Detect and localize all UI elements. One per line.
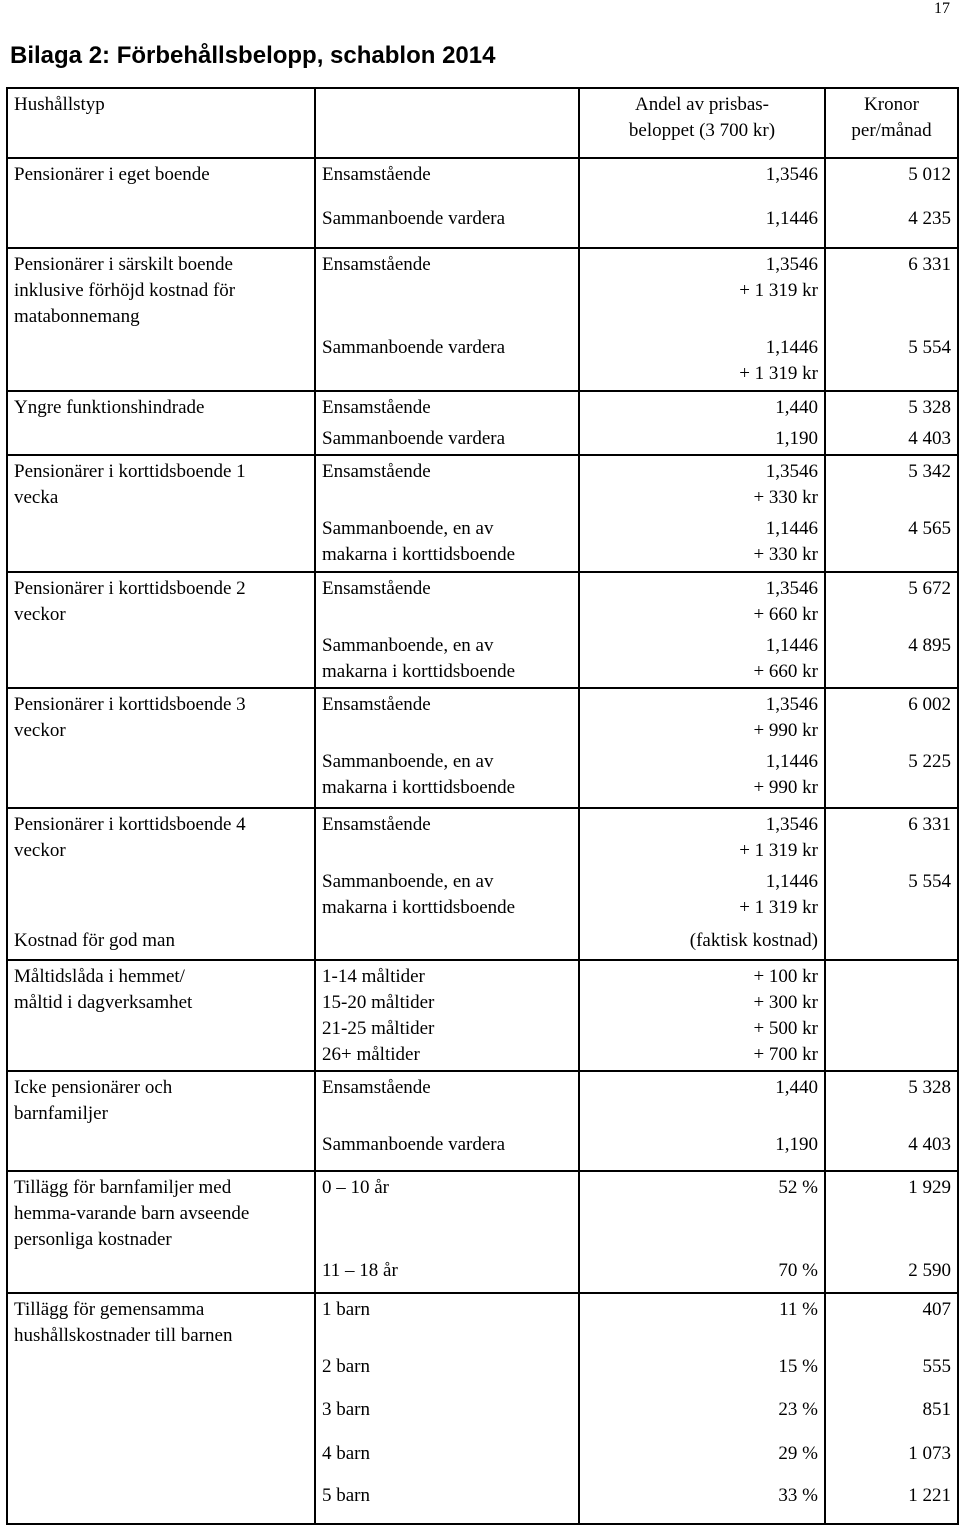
share-cell [579, 1351, 825, 1394]
household-type-cell-line: vecka [14, 487, 59, 508]
household-type-cell-line: måltid i dagverksamhet [14, 992, 193, 1013]
subcategory-cell [315, 248, 579, 332]
subcategory-cell-line: Sammanboende, en av [322, 871, 494, 892]
household-type-cell-line: Icke pensionärer och [14, 1077, 173, 1098]
table-row [7, 960, 958, 1071]
household-type-cell [7, 1394, 315, 1438]
household-type-cell [7, 960, 315, 1071]
subcategory-cell-line: Sammanboende vardera [322, 337, 506, 358]
amount-cell: 4 403 [825, 1129, 958, 1171]
household-type-cell [7, 455, 315, 513]
amount-cell: 5 012 [825, 158, 958, 203]
share-cell [579, 423, 825, 455]
table-row [7, 248, 958, 332]
share-cell-line: 1,3546 [765, 461, 818, 482]
share-cell [579, 203, 825, 248]
share-cell [579, 925, 825, 960]
household-type-cell [7, 513, 315, 572]
subcategory-cell [315, 1394, 579, 1438]
table-row [7, 572, 958, 630]
subcategory-cell-line: Ensamstående [322, 254, 431, 275]
household-type-cell [7, 158, 315, 203]
subcategory-cell-line: Ensamstående [322, 578, 431, 599]
share-cell-line: 52 % [778, 1177, 818, 1198]
household-type-cell-line: inklusive förhöjd kostnad för [14, 280, 236, 301]
amount-cell [825, 960, 958, 1071]
subcategory-cell [315, 1071, 579, 1129]
share-cell-line: 1,1446 [765, 518, 818, 539]
subcategory-cell [315, 688, 579, 746]
household-type-cell [7, 1293, 315, 1351]
subcategory-cell [315, 391, 579, 423]
subcategory-cell [315, 332, 579, 391]
share-cell-line: 1,1446 [765, 751, 818, 772]
table-row [7, 688, 958, 746]
subcategory-cell-line: 15-20 måltider [322, 992, 435, 1013]
table-row [7, 808, 958, 866]
share-cell-line: 1,1446 [765, 871, 818, 892]
share-cell [579, 1129, 825, 1171]
share-cell [579, 1480, 825, 1524]
subcategory-cell [315, 1438, 579, 1480]
share-cell-line: (faktisk kostnad) [689, 930, 818, 951]
household-type-cell [7, 572, 315, 630]
table-row [7, 925, 958, 960]
household-type-cell [7, 630, 315, 688]
table-row [7, 1438, 958, 1480]
share-cell [579, 746, 825, 808]
share-cell-line: 11 % [779, 1299, 818, 1320]
amount-cell: 4 403 [825, 423, 958, 455]
table-row [7, 866, 958, 925]
share-cell-line: 23 % [778, 1399, 818, 1420]
household-type-cell [7, 332, 315, 391]
share-cell [579, 1255, 825, 1293]
subcategory-cell-line: Sammanboende vardera [322, 1134, 506, 1155]
subcategory-cell-line: Ensamstående [322, 814, 431, 835]
table-row [7, 630, 958, 688]
share-cell [579, 866, 825, 925]
household-type-cell-line: Pensionärer i korttidsboende 1 [14, 461, 246, 482]
household-type-cell-line: hushållskostnader till barnen [14, 1325, 233, 1346]
share-cell-line: + 500 kr [753, 1018, 818, 1039]
household-type-cell [7, 1438, 315, 1480]
household-type-cell [7, 866, 315, 925]
household-type-cell [7, 1129, 315, 1171]
share-cell [579, 391, 825, 423]
share-cell [579, 455, 825, 513]
header-amount-line: Kronor [864, 94, 919, 115]
household-type-cell-line: barnfamiljer [14, 1103, 108, 1124]
amount-cell: 6 002 [825, 688, 958, 746]
share-cell-line: 70 % [778, 1260, 818, 1281]
subcategory-cell [315, 746, 579, 808]
share-cell [579, 513, 825, 572]
table-row [7, 1255, 958, 1293]
subcategory-cell-line: makarna i korttidsboende [322, 897, 516, 918]
subcategory-cell [315, 203, 579, 248]
share-cell [579, 1293, 825, 1351]
amount-cell: 6 331 [825, 248, 958, 332]
subcategory-cell-line: Sammanboende, en av [322, 635, 494, 656]
household-type-cell [7, 1351, 315, 1394]
subcategory-cell-line: 1-14 måltider [322, 966, 425, 987]
household-type-cell-line: Pensionärer i korttidsboende 4 [14, 814, 246, 835]
subcategory-cell [315, 423, 579, 455]
amount-cell: 5 225 [825, 746, 958, 808]
share-cell-line: 1,190 [775, 428, 818, 449]
subcategory-cell-line: Ensamstående [322, 397, 431, 418]
header-amount [825, 88, 958, 158]
subcategory-cell [315, 455, 579, 513]
share-cell [579, 572, 825, 630]
share-cell-line: + 1 319 kr [739, 280, 818, 301]
share-cell-line: 1,1446 [765, 337, 818, 358]
table-row [7, 158, 958, 203]
table-row [7, 1480, 958, 1524]
table-row [7, 1351, 958, 1394]
header-row [7, 88, 958, 158]
amount-cell: 5 672 [825, 572, 958, 630]
household-type-cell [7, 1480, 315, 1524]
share-cell [579, 1438, 825, 1480]
household-type-cell-line: Pensionärer i korttidsboende 3 [14, 694, 246, 715]
subcategory-cell [315, 572, 579, 630]
subcategory-cell-line: Sammanboende vardera [322, 428, 506, 449]
subcategory-cell-line: Sammanboende vardera [322, 208, 506, 229]
share-cell [579, 158, 825, 203]
table-row [7, 455, 958, 513]
subcategory-cell [315, 1293, 579, 1351]
subcategory-cell-line: Ensamstående [322, 164, 431, 185]
header-empty [315, 88, 579, 158]
table-row [7, 391, 958, 423]
table-body [7, 88, 958, 1524]
share-cell-line: + 1 319 kr [739, 840, 818, 861]
household-type-cell-line: Pensionärer i särskilt boende [14, 254, 233, 275]
household-type-cell [7, 688, 315, 746]
share-cell-line: 1,440 [775, 1077, 818, 1098]
household-type-cell-line: Tillägg för gemensamma [14, 1299, 205, 1320]
subcategory-cell-line: 1 barn [322, 1299, 371, 1320]
header-share [579, 88, 825, 158]
share-cell-line: 1,1446 [765, 208, 818, 229]
household-type-cell-line: hemma-varande barn avseende [14, 1203, 250, 1224]
subcategory-cell [315, 808, 579, 866]
subcategory-cell [315, 630, 579, 688]
share-cell-line: 29 % [778, 1443, 818, 1464]
amount-cell: 1 221 [825, 1480, 958, 1524]
amount-cell: 407 [825, 1293, 958, 1351]
header-share-line: Andel av prisbas- [634, 94, 770, 115]
share-cell-line: + 330 kr [753, 487, 818, 508]
subcategory-cell [315, 1255, 579, 1293]
amount-cell: 555 [825, 1351, 958, 1394]
amount-cell [825, 925, 958, 960]
share-cell [579, 808, 825, 866]
share-cell-line: 1,3546 [765, 254, 818, 275]
household-type-cell [7, 391, 315, 423]
subcategory-cell [315, 158, 579, 203]
share-cell-line: 1,440 [775, 397, 818, 418]
household-type-cell [7, 1171, 315, 1255]
household-type-cell-line: veckor [14, 720, 66, 741]
forbehallsbelopp-table [6, 87, 959, 1525]
share-cell-line: + 990 kr [753, 720, 818, 741]
subcategory-cell-line: Ensamstående [322, 461, 431, 482]
share-cell-line: 15 % [778, 1356, 818, 1377]
amount-cell: 5 328 [825, 391, 958, 423]
share-cell-line: + 300 kr [753, 992, 818, 1013]
share-cell-line: + 990 kr [753, 777, 818, 798]
household-type-cell [7, 746, 315, 808]
share-cell [579, 1394, 825, 1438]
table-row [7, 746, 958, 808]
share-cell [579, 332, 825, 391]
household-type-cell-line: personliga kostnader [14, 1229, 172, 1250]
share-cell-line: 1,3546 [765, 694, 818, 715]
amount-cell: 5 554 [825, 866, 958, 925]
share-cell [579, 960, 825, 1071]
household-type-cell [7, 925, 315, 960]
amount-cell: 1 929 [825, 1171, 958, 1255]
table-row [7, 1293, 958, 1351]
share-cell-line: + 660 kr [753, 661, 818, 682]
share-cell [579, 1071, 825, 1129]
subcategory-cell-line: 26+ måltider [322, 1044, 420, 1065]
household-type-cell [7, 1255, 315, 1293]
share-cell [579, 1171, 825, 1255]
amount-cell: 2 590 [825, 1255, 958, 1293]
share-cell-line: 1,190 [775, 1134, 818, 1155]
household-type-cell [7, 1071, 315, 1129]
subcategory-cell [315, 866, 579, 925]
subcategory-cell [315, 1351, 579, 1394]
household-type-cell-line: Måltidslåda i hemmet/ [14, 966, 185, 987]
header-amount-line: per/månad [851, 120, 932, 141]
table-row [7, 1129, 958, 1171]
header-share-line: beloppet (3 700 kr) [628, 120, 776, 141]
table-row [7, 332, 958, 391]
household-type-cell [7, 423, 315, 455]
share-cell [579, 630, 825, 688]
household-type-cell [7, 808, 315, 866]
share-cell-line: 1,3546 [765, 164, 818, 185]
household-type-cell-line: veckor [14, 604, 66, 625]
table-row [7, 423, 958, 455]
subcategory-cell-line: makarna i korttidsboende [322, 661, 516, 682]
table-row [7, 1071, 958, 1129]
subcategory-cell-line: 21-25 måltider [322, 1018, 435, 1039]
subcategory-cell-line: 11 – 18 år [322, 1260, 398, 1281]
subcategory-cell [315, 513, 579, 572]
share-cell [579, 688, 825, 746]
table-row [7, 1394, 958, 1438]
amount-cell: 1 073 [825, 1438, 958, 1480]
subcategory-cell-line: 4 barn [322, 1443, 371, 1464]
share-cell-line: + 660 kr [753, 604, 818, 625]
household-type-cell-line: Yngre funktionshindrade [14, 397, 205, 418]
share-cell-line: 1,1446 [765, 635, 818, 656]
table-row [7, 513, 958, 572]
household-type-cell-line: Tillägg för barnfamiljer med [14, 1177, 232, 1198]
page-title: Bilaga 2: Förbehållsbelopp, schablon 2014 [10, 42, 496, 69]
header-type: Hushållstyp [7, 88, 315, 158]
household-type-cell-line: Pensionärer i eget boende [14, 164, 210, 185]
subcategory-cell-line: Sammanboende, en av [322, 751, 494, 772]
household-type-cell-line: veckor [14, 840, 66, 861]
amount-cell: 4 235 [825, 203, 958, 248]
amount-cell: 5 554 [825, 332, 958, 391]
amount-cell: 851 [825, 1394, 958, 1438]
subcategory-cell-line: Ensamstående [322, 1077, 431, 1098]
subcategory-cell [315, 1480, 579, 1524]
subcategory-cell-line: 3 barn [322, 1399, 371, 1420]
amount-cell: 5 328 [825, 1071, 958, 1129]
amount-cell: 4 895 [825, 630, 958, 688]
household-type-cell-line: Kostnad för god man [14, 930, 175, 951]
table-row [7, 1171, 958, 1255]
page-number: 17 [934, 0, 950, 17]
subcategory-cell-line: 0 – 10 år [322, 1177, 390, 1198]
subcategory-cell-line: 5 barn [322, 1485, 371, 1506]
amount-cell: 4 565 [825, 513, 958, 572]
share-cell-line: 1,3546 [765, 578, 818, 599]
household-type-cell [7, 248, 315, 332]
subcategory-cell-line: Sammanboende, en av [322, 518, 494, 539]
subcategory-cell-line: Ensamstående [322, 694, 431, 715]
amount-cell: 5 342 [825, 455, 958, 513]
household-type-cell-line: Pensionärer i korttidsboende 2 [14, 578, 246, 599]
share-cell-line: + 330 kr [753, 544, 818, 565]
share-cell-line: + 100 kr [753, 966, 818, 987]
subcategory-cell-line: makarna i korttidsboende [322, 777, 516, 798]
share-cell-line: + 1 319 kr [739, 897, 818, 918]
household-type-cell-line: matabonnemang [14, 306, 140, 327]
subcategory-cell-line: makarna i korttidsboende [322, 544, 516, 565]
table-row [7, 203, 958, 248]
share-cell-line: + 1 319 kr [739, 363, 818, 384]
subcategory-cell [315, 925, 579, 960]
share-cell-line: 1,3546 [765, 814, 818, 835]
share-cell-line: 33 % [778, 1485, 818, 1506]
subcategory-cell [315, 960, 579, 1071]
share-cell-line: + 700 kr [753, 1044, 818, 1065]
household-type-cell [7, 203, 315, 248]
amount-cell: 6 331 [825, 808, 958, 866]
share-cell [579, 248, 825, 332]
subcategory-cell-line: 2 barn [322, 1356, 371, 1377]
subcategory-cell [315, 1129, 579, 1171]
subcategory-cell [315, 1171, 579, 1255]
